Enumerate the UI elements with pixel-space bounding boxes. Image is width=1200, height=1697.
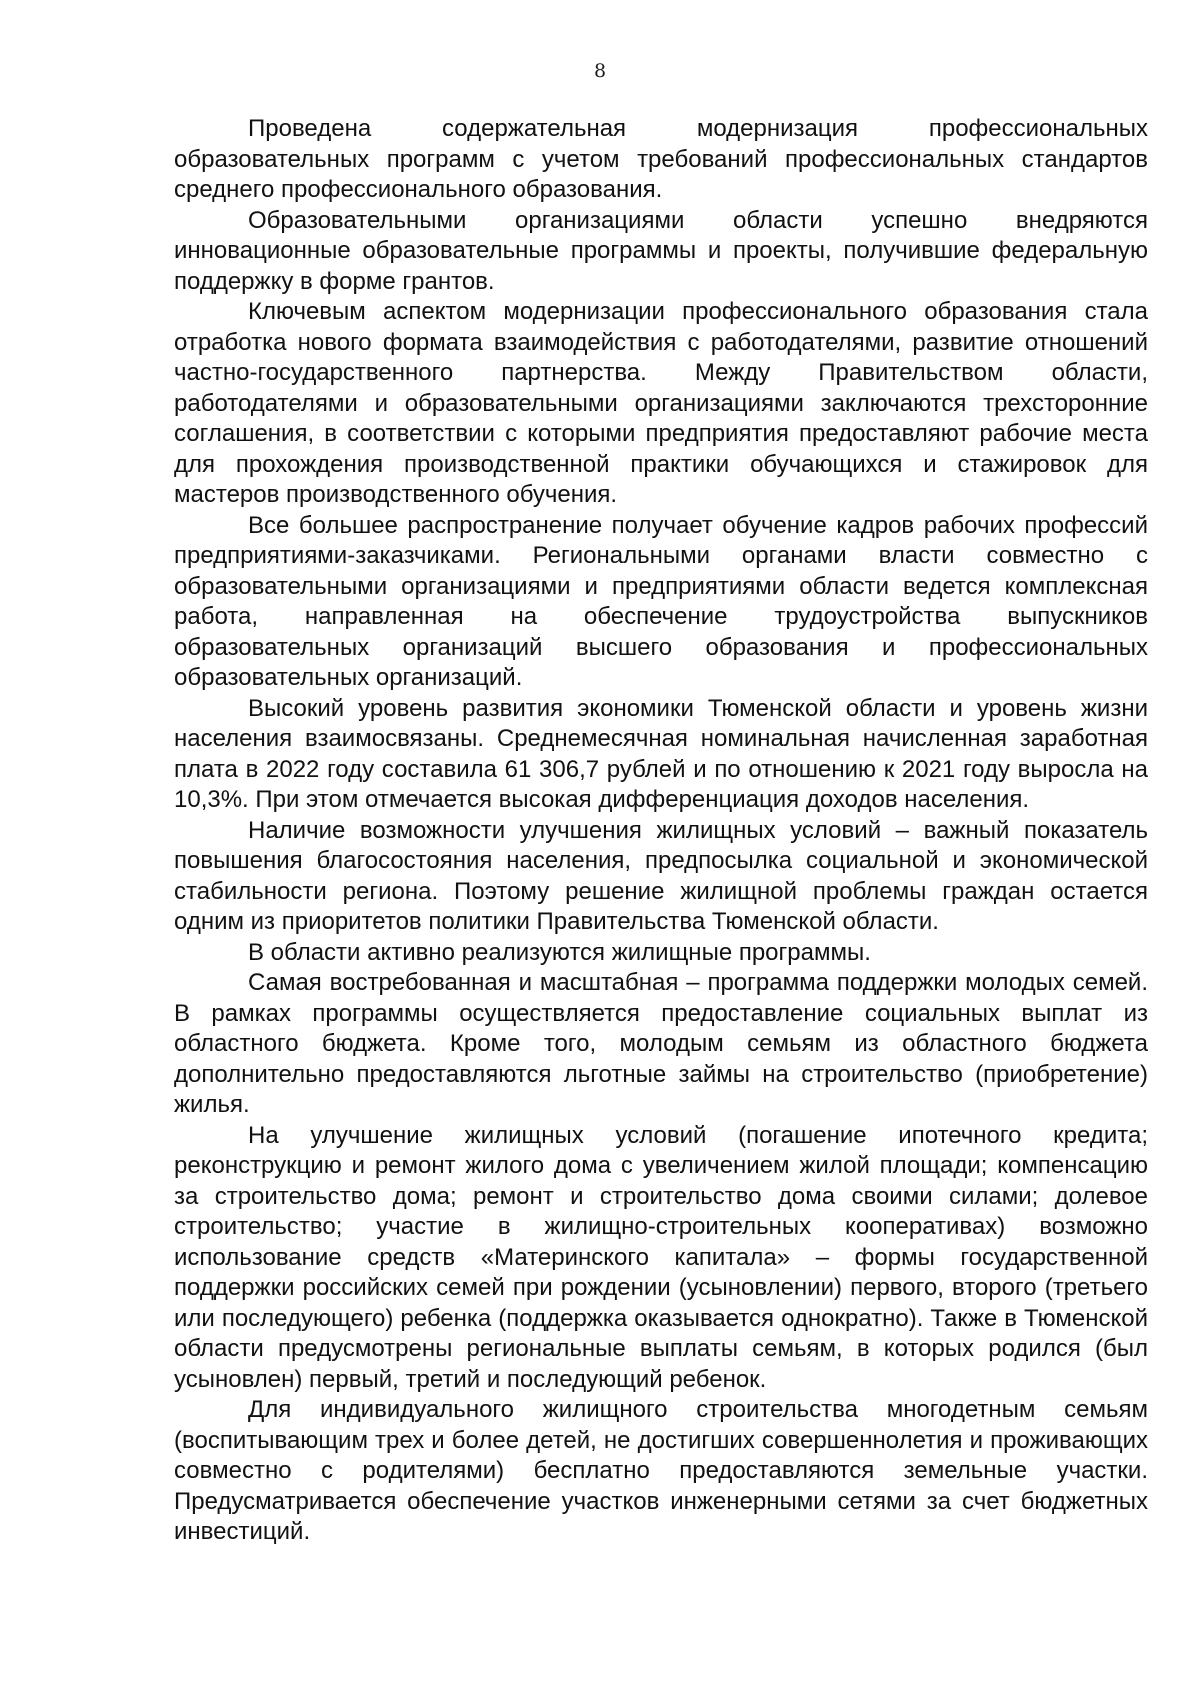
body-text [174, 114, 1148, 1548]
paragraph-maternity-capital: На улучшение жилищных условий (погашение ипотечного кредита; реконструкцию и ремонт жилого дома с увеличением жилой площади; компенсацию за строительство дома; ремонт и строительство дома своими силами; долевое строительство; участие в жилищно-строительных кооперативах) возможно использование средств «Материнского капитала» – формы государственной поддержки российских семей при рождении (усыновлении) первого, второго (третьего или последующего) ребенка (поддержка оказывается однократно). Также в Тюменской области предусмотрены региональные выплаты семьям, в которых родился (был усыновлен) первый, третий и последующий ребенок. [174, 1121, 1148, 1393]
paragraph-large-families-land: Для индивидуального жилищного строительства многодетным семьям (воспитывающим трех и более детей, не достигших совершеннолетия и проживающих совместно с родителями) бесплатно предоставляются земельные участки. Предусматривается обеспечение участков инженерными сетями за счет бюджетных инвестиций. [174, 1396, 1148, 1545]
paragraph-young-families: Самая востребованная и масштабная – программа поддержки молодых семей. В рамках программы осуществляется предоставление социальных выплат из областного бюджета. Кроме того, молодым семьям из областного бюджета дополнительно предоставляются льготные займы на строительство (приобретение) жилья. [174, 969, 1148, 1118]
page-number: 8 [593, 60, 607, 82]
paragraph-worker-training: Все большее распространение получает обучение кадров рабочих профессий предприятиями-заказчиками. Региональными органами власти совместно с образовательными организациями и предприятиями области ведется комплексная работа, направленная на обеспечение трудоустройства выпускников образовательных организаций высшего образования и профессиональных образовательных организаций. [174, 511, 1148, 691]
paragraph-housing-programs: В области активно реализуются жилищные программы. [248, 938, 871, 966]
paragraph-economy-income: Высокий уровень развития экономики Тюменской области и уровень жизни населения взаимосвязаны. Среднемесячная номинальная начисленная заработная плата в 2022 году составила 61 306,7 рублей и по отношению к 2021 году выросла на 10,3%. При этом отмечается высокая дифференциация доходов населения. [174, 694, 1148, 813]
paragraph-employer-partnership: Ключевым аспектом модернизации профессионального образования стала отработка нового формата взаимодействия с работодателями, развитие отношений частно-государственного партнерства. Между Правительством области, работодателями и образовательными организациями заключаются трехсторонние соглашения, в соответствии с которыми предприятия предоставляют рабочие места для прохождения производственной практики обучающихся и стажировок для мастеров производственного обучения. [174, 298, 1148, 508]
paragraph-housing-conditions: Наличие возможности улучшения жилищных условий – важный показатель повышения благосостояния населения, предпосылка социальной и экономической стабильности региона. Поэтому решение жилищной проблемы граждан остается одним из приоритетов политики Правительства Тюменской области. [174, 816, 1148, 935]
paragraph-innovative-programs: Образовательными организациями области успешно внедряются инновационные образовательные программы и проекты, получившие федеральную поддержку в форме грантов. [174, 206, 1148, 295]
paragraph-program-modernization: Проведена содержательная модернизация профессиональных образовательных программ с учетом требований профессиональных стандартов среднего профессионального образования. [174, 115, 1148, 203]
